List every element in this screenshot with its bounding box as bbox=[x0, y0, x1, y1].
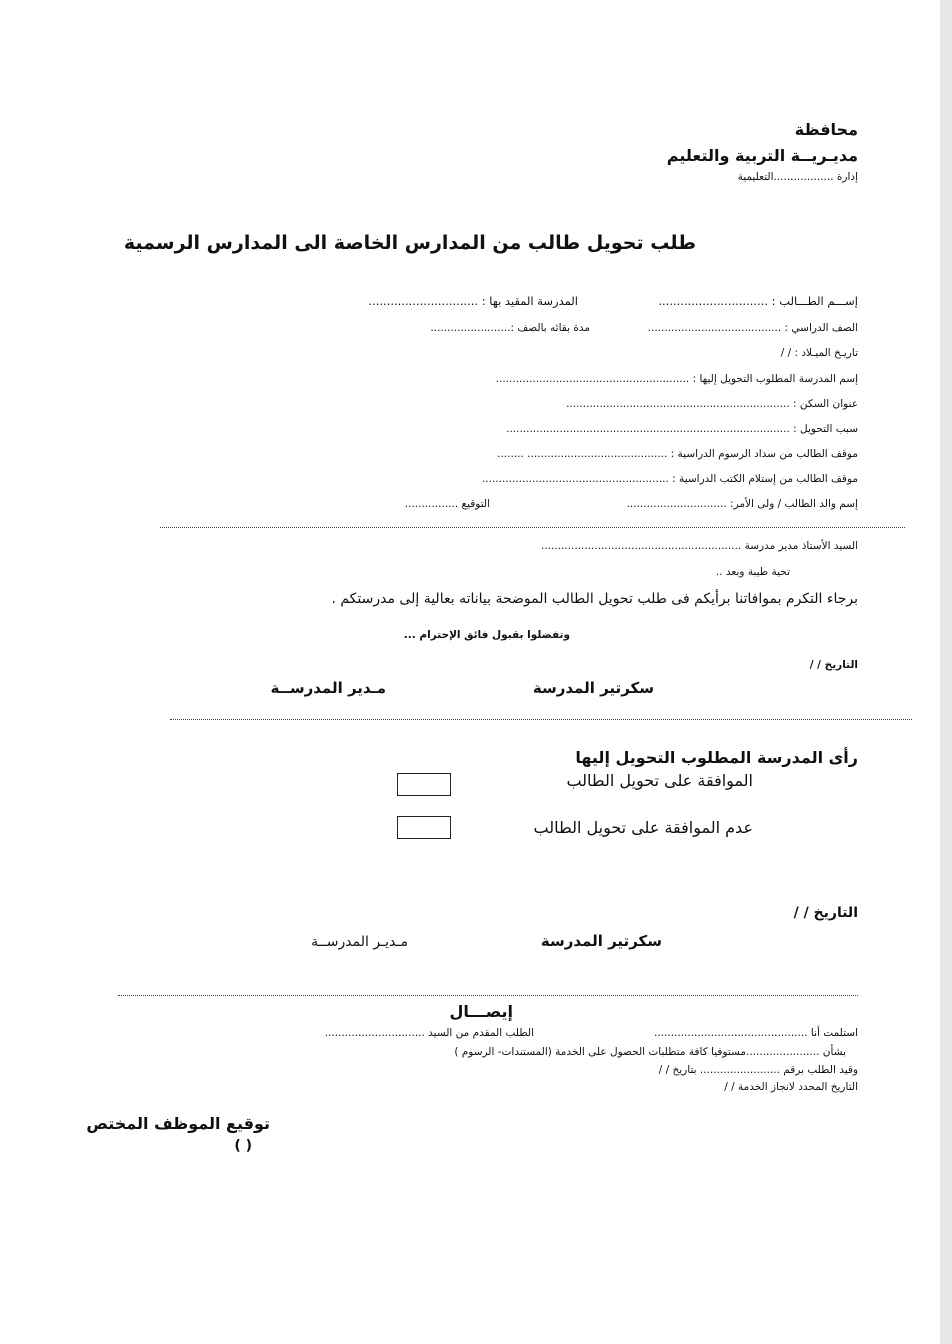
student-name-field[interactable]: إســـم الطـــالب : .............................. bbox=[658, 294, 858, 308]
approve-checkbox[interactable] bbox=[397, 773, 451, 796]
divider bbox=[170, 719, 912, 720]
guardian-field[interactable]: إسم والد الطالب / ولى الأمر: .............................. bbox=[626, 498, 858, 510]
letter-date: التاريخ / / bbox=[809, 659, 858, 671]
letter-body: برجاء التكرم بموافاتنا برأيكم فى طلب تحويل الطالب الموضحة بياناته بعالية إلى مدرستكم . bbox=[331, 591, 858, 607]
approve-label: الموافقة على تحويل الطالب bbox=[566, 771, 753, 790]
decision-secretary-label: سكرتير المدرسة bbox=[540, 932, 662, 950]
employee-signature-field[interactable]: ( ) bbox=[234, 1138, 252, 1154]
reject-label: عدم الموافقة على تحويل الطالب bbox=[533, 818, 753, 837]
scan-edge bbox=[940, 0, 952, 1344]
administration-label: إدارة ..................التعليمية bbox=[737, 171, 858, 183]
divider bbox=[160, 527, 905, 528]
grade-field[interactable]: الصف الدراسي : ........................................ bbox=[647, 322, 858, 334]
birth-date-field[interactable]: تاريـخ الميـلاد : / / bbox=[780, 347, 858, 359]
target-school-field[interactable]: إسم المدرسة المطلوب التحويل إليها : .......................................................... bbox=[495, 373, 858, 385]
governorate-label: محافظة bbox=[794, 120, 858, 139]
fees-status-field[interactable]: موقف الطالب من سداد الرسوم الدراسية : .......................................... ........ bbox=[497, 448, 858, 460]
receipt-heading: إيصـــال bbox=[449, 1002, 513, 1021]
receipt-submitted-by: الطلب المقدم من السيد .............................. bbox=[324, 1027, 534, 1039]
address-field[interactable]: عنوان السكن : ................................................................... bbox=[566, 398, 858, 410]
receipt-subject: بشأن ......................مستوفيا كافة متطلبات الحصول على الخدمة (المستندات- الرسوم ) bbox=[454, 1046, 846, 1058]
decision-heading: رأى المدرسة المطلوب التحويل إليها bbox=[575, 748, 858, 767]
receipt-request-number: وقيد الطلب برقم ........................ بتاريخ / / bbox=[658, 1064, 858, 1076]
current-school-field[interactable]: المدرسة المقيد بها : .............................. bbox=[368, 294, 578, 308]
addressee-line: السيد الأستاذ مدير مدرسة ............................................................ bbox=[540, 540, 858, 552]
greeting: تحية طيبة وبعد .. bbox=[715, 566, 790, 578]
books-status-field[interactable]: موقف الطالب من إستلام الكتب الدراسية : ........................................................ bbox=[481, 473, 858, 485]
receipt-received-by: استلمت أنا .............................................. bbox=[654, 1027, 858, 1039]
guardian-signature-field[interactable]: التوقيع ................ bbox=[404, 498, 490, 510]
divider bbox=[118, 995, 858, 996]
page-title: طلب تحويل طالب من المدارس الخاصة الى المدارس الرسمية bbox=[123, 232, 696, 254]
directorate-label: مديـريــة التربية والتعليم bbox=[666, 146, 858, 165]
reject-checkbox[interactable] bbox=[397, 816, 451, 839]
closing: وتفضلوا بقبول فائق الإحترام ... bbox=[403, 629, 570, 641]
reason-field[interactable]: سبب التحويل : ..................................................................................... bbox=[506, 423, 858, 435]
stay-in-grade-field[interactable]: مدة بقائه بالصف :........................ bbox=[430, 322, 590, 334]
principal-label: مـدير المدرســة bbox=[270, 679, 386, 697]
decision-date: التاريخ / / bbox=[793, 905, 858, 921]
receipt-due-date: التاريخ المحدد لانجاز الخدمة / / bbox=[724, 1081, 858, 1093]
secretary-label: سكرتير المدرسة bbox=[532, 679, 654, 697]
employee-signature-label: توقيع الموظف المختص bbox=[86, 1114, 270, 1133]
decision-principal-label: مـديـر المدرســة bbox=[311, 934, 408, 950]
